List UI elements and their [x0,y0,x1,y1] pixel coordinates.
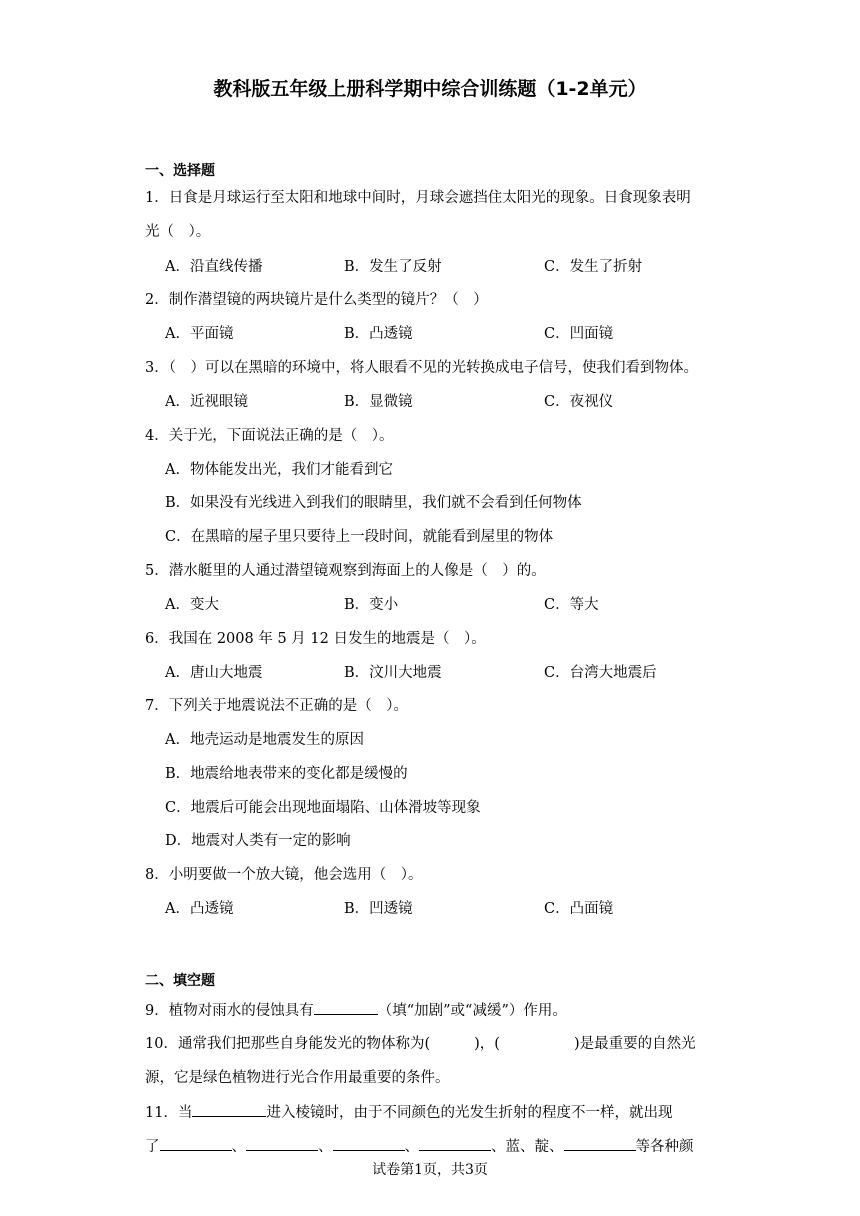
q6-option-b: B．汶川大地震 [344,665,442,681]
q8-option-b: B．凹透镜 [344,901,413,917]
page-footer: 试卷第1页，共3页 [372,1162,488,1178]
q1-option-a: A．沿直线传播 [165,259,263,275]
q11-line2-prefix: 了 [145,1139,160,1155]
q7-option-c: C．地震后可能会出现地面塌陷、山体滑坡等现象 [165,800,481,816]
q11-answer-blank-6[interactable] [564,1134,636,1151]
page-title: 教科版五年级上册科学期中综合训练题（1-2单元） [213,78,647,100]
question-6: 6．我国在 2008 年 5 月 12 日发生的地震是（ ）。 [145,631,486,647]
question-4: 4．关于光，下面说法正确的是（ ）。 [145,428,394,444]
q11-answer-blank-3[interactable] [246,1134,318,1151]
q4-option-c: C．在黑暗的屋子里只要待上一段时间，就能看到屋里的物体 [165,529,554,545]
q3-option-b: B．显微镜 [344,394,413,410]
q11-answer-blank-1[interactable] [192,1100,266,1117]
q7-option-a: A．地壳运动是地震发生的原因 [165,732,364,748]
q4-option-a: A．物体能发出光，我们才能看到它 [165,462,393,478]
question-5: 5．潜水艇里的人通过潜望镜观察到海面上的人像是（ ）的。 [145,563,546,579]
q10-middle: )，( [474,1036,500,1052]
q2-option-b: B．凸透镜 [344,326,413,342]
q7-option-d: D．地震对人类有一定的影响 [165,833,351,849]
q1-option-c: C．发生了折射 [544,259,643,275]
q11-prefix: 11．当 [145,1105,193,1121]
q11-answer-blank-5[interactable] [419,1134,491,1151]
q2-option-c: C．凹面镜 [544,326,614,342]
q5-option-c: C．等大 [544,597,599,613]
question-3: 3．（ ）可以在黑暗的环境中，将人眼看不见的光转换成电子信号，使我们看到物体。 [145,360,698,376]
question-11-line-1 [145,1100,672,1122]
question-1-line-2: 光（ ）。 [145,224,211,240]
q9-suffix: （填“加剧”或“减缓”）作用。 [377,1003,567,1019]
separator: 、 [318,1139,333,1155]
question-7: 7．下列关于地震说法不正确的是（ ）。 [145,698,408,714]
q9-prefix: 9．植物对雨水的侵蚀具有 [145,1003,314,1019]
q6-option-a: A．唐山大地震 [165,665,263,681]
q8-option-a: A．凸透镜 [165,901,234,917]
q11-middle: 、蓝、靛、 [491,1139,564,1155]
q10-suffix: )是最重要的自然光 [573,1036,696,1052]
q11-text: 进入棱镜时，由于不同颜色的光发生折射的程度不一样，就出现 [266,1105,673,1121]
question-9 [145,998,567,1020]
q1-option-b: B．发生了反射 [344,259,442,275]
question-2: 2．制作潜望镜的两块镜片是什么类型的镜片？（ ） [145,292,488,308]
q11-answer-blank-2[interactable] [160,1134,232,1151]
question-11-line-2 [145,1134,694,1156]
q5-option-b: B．变小 [344,597,399,613]
q4-option-b: B．如果没有光线进入到我们的眼睛里，我们就不会看到任何物体 [165,495,582,511]
separator: 、 [231,1139,246,1155]
question-1-line-1: 1．日食是月球运行至太阳和地球中间时，月球会遮挡住太阳光的现象。日食现象表明 [145,190,691,206]
separator: 、 [404,1139,419,1155]
section-heading-choice: 一、选择题 [145,163,215,179]
q5-option-a: A．变大 [165,597,219,613]
q7-option-b: B．地震给地表带来的变化都是缓慢的 [165,766,408,782]
section-heading-fill: 二、填空题 [145,973,215,989]
q3-option-a: A．近视眼镜 [165,394,248,410]
q2-option-a: A．平面镜 [165,326,234,342]
q10-prefix: 10．通常我们把那些自身能发光的物体称为( [145,1036,431,1052]
q3-option-c: C．夜视仪 [544,394,614,410]
question-10-line-1 [145,1032,696,1053]
question-10-line-2: 源，它是绿色植物进行光合作用最重要的条件。 [145,1070,450,1086]
question-8: 8．小明要做一个放大镜，他会选用（ ）。 [145,867,423,883]
q9-answer-blank[interactable] [314,998,378,1015]
q6-option-c: C．台湾大地震后 [544,665,657,681]
q11-tail: 等各种颜 [635,1139,694,1155]
q8-option-c: C．凸面镜 [544,901,614,917]
q11-answer-blank-4[interactable] [333,1134,405,1151]
